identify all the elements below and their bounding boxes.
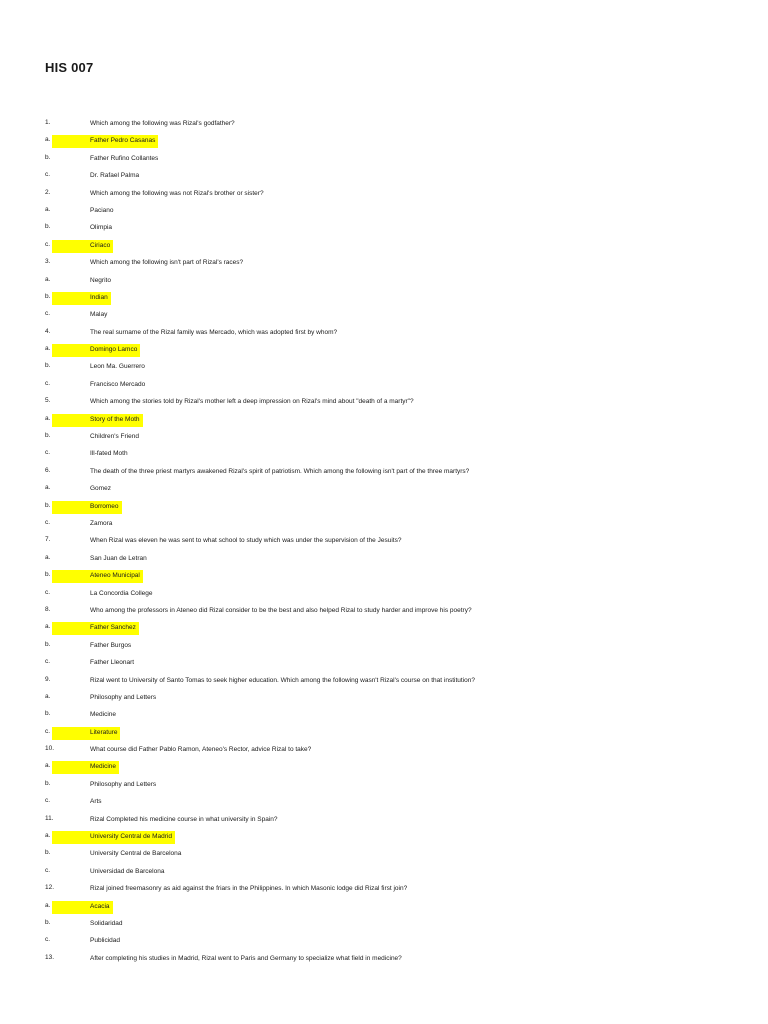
answer-option-row <box>0 273 768 290</box>
question-text: Which among the following was Rizal's godfather? <box>90 120 235 127</box>
option-letter: c. <box>45 449 51 457</box>
question-number: 6. <box>45 466 51 474</box>
option-letter: a. <box>45 484 51 492</box>
option-text: Malay <box>90 311 108 319</box>
question-text: What course did Father Pablo Ramon, Ateneo's Rector, advice Rizal to take? <box>90 746 312 754</box>
option-text: Negrito <box>90 276 111 284</box>
question-row <box>0 255 768 272</box>
option-text: Children's Friend <box>90 433 139 441</box>
answer-option-row <box>0 725 768 742</box>
answer-option-row <box>0 568 768 585</box>
question-row <box>0 881 768 898</box>
option-letter: c. <box>45 797 51 805</box>
answer-option-row <box>0 586 768 603</box>
answer-option-row <box>0 238 768 255</box>
answer-option-row <box>0 151 768 168</box>
answer-option-row <box>0 655 768 672</box>
question-number: 13. <box>45 953 55 961</box>
question-number: 10. <box>45 745 55 753</box>
answer-option-row <box>0 916 768 933</box>
question-row <box>0 812 768 829</box>
option-letter: b. <box>45 292 51 300</box>
option-letter: c. <box>45 240 51 248</box>
option-letter: c. <box>45 727 51 735</box>
option-text: Borromeo <box>90 502 119 510</box>
option-text: La Concordia College <box>90 589 153 597</box>
option-letter: c. <box>45 588 51 596</box>
document-title: HIS 007 <box>45 60 94 75</box>
option-text: Father Lleonart <box>90 659 135 667</box>
question-number: 7. <box>45 536 51 544</box>
answer-option-row <box>0 690 768 707</box>
answer-option-row <box>0 412 768 429</box>
question-text: The real surname of the Rizal family was Mercado, which was adopted first by whom? <box>90 328 338 336</box>
option-letter: b. <box>45 779 51 787</box>
option-text: Arts <box>90 798 102 806</box>
answer-option-row <box>0 864 768 881</box>
answer-option-row <box>0 220 768 237</box>
question-text: Who among the professors in Ateneo did Rizal consider to be the best and also helped Rizal to study harder and improve his poetry? <box>90 606 472 614</box>
option-letter: b. <box>45 223 51 231</box>
option-letter: a. <box>45 623 51 631</box>
question-text: Rizal Completed his medicine course in what university in Spain? <box>90 815 278 823</box>
question-number: 4. <box>45 327 51 335</box>
question-row <box>0 464 768 481</box>
question-row <box>0 116 768 133</box>
option-text: Philosophy and Letters <box>90 693 157 701</box>
option-letter: b. <box>45 849 51 857</box>
option-letter: a. <box>45 692 51 700</box>
answer-option-row <box>0 359 768 376</box>
option-letter: c. <box>45 658 51 666</box>
question-text: The death of the three priest martyrs awakened Rizal's spirit of patriotism. Which among the following isn't part of the three martyrs? <box>90 467 470 475</box>
answer-option-row <box>0 899 768 916</box>
question-number: 12. <box>45 884 55 892</box>
option-letter: a. <box>45 205 51 213</box>
question-text: Which among the following was not Rizal's brother or sister? <box>90 189 264 197</box>
option-text: Dr. Rafael Palma <box>90 172 140 180</box>
answer-option-row <box>0 342 768 359</box>
answer-option-row <box>0 829 768 846</box>
answer-option-row <box>0 846 768 863</box>
answer-option-row <box>0 638 768 655</box>
question-row <box>0 951 768 968</box>
answer-option-row <box>0 290 768 307</box>
question-row <box>0 673 768 690</box>
answer-option-row <box>0 168 768 185</box>
question-number: 2. <box>45 188 51 196</box>
question-number: 1. <box>45 119 51 126</box>
option-text: Domingo Lamco <box>90 346 138 354</box>
option-letter: c. <box>45 518 51 526</box>
option-letter: b. <box>45 710 51 718</box>
answer-option-row <box>0 429 768 446</box>
option-letter: c. <box>45 936 51 944</box>
question-number: 9. <box>45 675 51 683</box>
option-letter: a. <box>45 553 51 561</box>
option-text: University Central de Madrid <box>90 833 173 841</box>
answer-option-row <box>0 794 768 811</box>
question-row <box>0 394 768 411</box>
question-row <box>0 186 768 203</box>
option-text: Medicine <box>90 763 117 771</box>
option-letter: a. <box>45 275 51 283</box>
option-letter: b. <box>45 432 51 440</box>
question-number: 11. <box>45 814 54 822</box>
option-text: Ill-fated Moth <box>90 450 128 458</box>
option-text: Father Sanchez <box>90 624 136 632</box>
option-text: Publicidad <box>90 937 120 945</box>
option-letter: a. <box>45 832 51 840</box>
option-text: Gomez <box>90 485 111 493</box>
option-text: Philosophy and Letters <box>90 780 157 788</box>
question-list <box>0 116 768 968</box>
option-text: Literature <box>90 728 118 736</box>
option-letter: a. <box>45 345 51 353</box>
option-letter: c. <box>45 310 51 318</box>
question-number: 8. <box>45 605 51 613</box>
option-letter: a. <box>45 136 51 144</box>
option-text: Solidaridad <box>90 919 123 927</box>
option-letter: c. <box>45 866 51 874</box>
option-letter: a. <box>45 762 51 770</box>
question-text: Which among the stories told by Rizal's mother left a deep impression on Rizal's mind about "death of a martyr"? <box>90 398 414 406</box>
answer-option-row <box>0 499 768 516</box>
option-text: Story of the Moth <box>90 415 140 423</box>
option-letter: b. <box>45 571 51 579</box>
question-text: Rizal joined freemasonry as aid against the friars in the Philippines. In which Masonic lodge did Rizal first join? <box>90 885 408 893</box>
option-text: Medicine <box>90 711 117 719</box>
option-letter: b. <box>45 640 51 648</box>
option-letter: b. <box>45 153 51 161</box>
option-text: Paciano <box>90 206 114 214</box>
option-text: Zamora <box>90 519 113 527</box>
answer-option-row <box>0 133 768 150</box>
option-text: Acacia <box>90 902 110 910</box>
answer-option-row <box>0 446 768 463</box>
option-letter: b. <box>45 362 51 370</box>
answer-option-row <box>0 777 768 794</box>
option-text: Father Pedro Casanas <box>90 137 156 145</box>
question-text: Which among the following isn't part of Rizal's races? <box>90 259 244 267</box>
answer-option-row <box>0 933 768 950</box>
question-text: Rizal went to University of Santo Tomas to seek higher education. Which among the following wasn't Rizal's course on that institution? <box>90 676 475 684</box>
answer-option-row <box>0 377 768 394</box>
question-row <box>0 603 768 620</box>
question-number: 3. <box>45 258 51 266</box>
question-text: After completing his studies in Madrid, Rizal went to Paris and Germany to specialize what field in medicine? <box>90 954 402 962</box>
question-row <box>0 325 768 342</box>
answer-option-row <box>0 551 768 568</box>
option-text: Francisco Mercado <box>90 380 146 388</box>
option-text: Ciriaco <box>90 241 111 249</box>
question-number: 5. <box>45 397 51 405</box>
option-text: Universidad de Barcelona <box>90 867 165 875</box>
option-letter: b. <box>45 918 51 926</box>
question-row <box>0 533 768 550</box>
question-text: When Rizal was eleven he was sent to what school to study which was under the supervision of the Jesuits? <box>90 537 402 545</box>
answer-option-row <box>0 481 768 498</box>
option-text: Ateneo Municipal <box>90 572 140 580</box>
option-text: Olimpia <box>90 224 113 232</box>
answer-option-row <box>0 307 768 324</box>
question-row <box>0 742 768 759</box>
option-text: San Juan de Letran <box>90 554 147 562</box>
option-text: Indian <box>90 293 108 301</box>
option-text: Father Rufino Collantes <box>90 154 159 162</box>
option-text: Leon Ma. Guerrero <box>90 363 145 371</box>
answer-option-row <box>0 759 768 776</box>
option-letter: b. <box>45 501 51 509</box>
option-text: Father Burgos <box>90 641 132 649</box>
option-letter: c. <box>45 379 51 387</box>
option-text: University Central de Barcelona <box>90 850 182 858</box>
option-letter: a. <box>45 901 51 909</box>
answer-option-row <box>0 203 768 220</box>
answer-option-row <box>0 707 768 724</box>
answer-option-row <box>0 620 768 637</box>
option-letter: a. <box>45 414 51 422</box>
option-letter: c. <box>45 171 51 179</box>
answer-option-row <box>0 516 768 533</box>
